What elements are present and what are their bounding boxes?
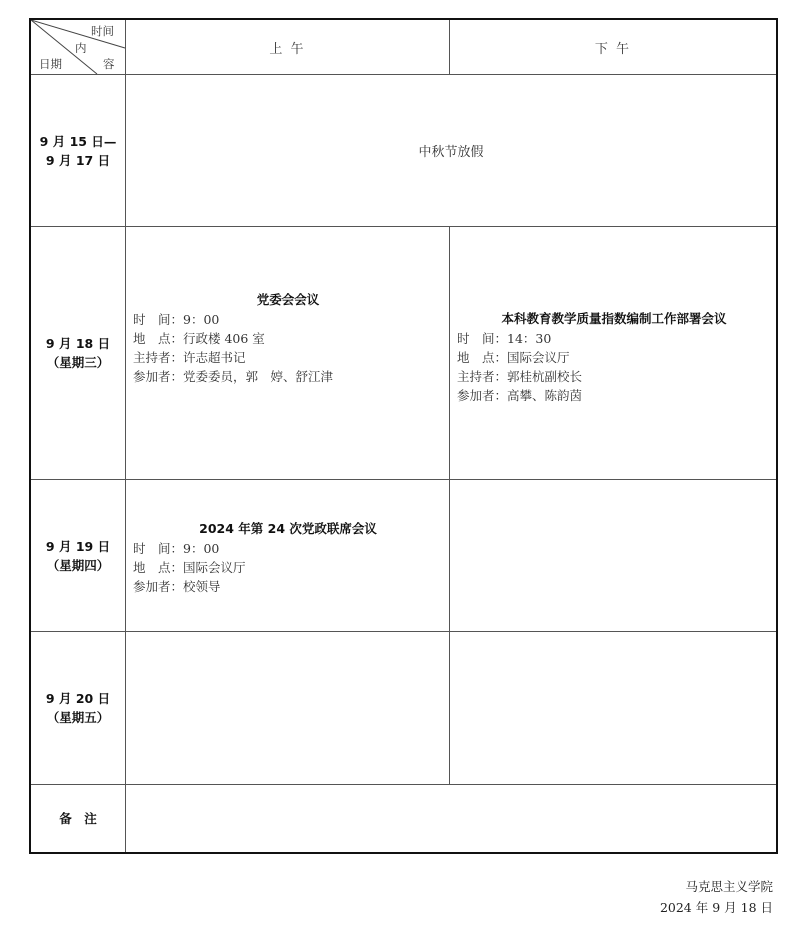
meeting-block (133, 519, 443, 596)
meeting-title: 党委会会议 (256, 292, 320, 307)
meeting-location: 地 点：行政楼 406 室 (133, 331, 265, 346)
footer-date: 2024 年 9 月 18 日 (659, 900, 773, 915)
diagonal-content-label-2: 容 (103, 57, 115, 71)
row-divider (31, 631, 776, 632)
row-divider (31, 226, 776, 227)
meeting-location: 地 点：国际会议厅 (133, 560, 246, 575)
meeting-attendees: 参加者：高攀、陈韵茵 (457, 388, 583, 403)
date-line: 9 月 20 日 (45, 691, 111, 706)
header-morning: 上 午 (269, 41, 306, 57)
date-line: （星期五） (46, 710, 110, 725)
footer-organization: 马克思主义学院 (685, 879, 773, 894)
date-line: 9 月 19 日 (45, 538, 111, 554)
diagonal-date-label: 日期 (39, 57, 62, 71)
meeting-time: 时 间：9：00 (133, 312, 220, 327)
remarks-label: 备 注 (59, 810, 97, 826)
diagonal-time-label: 时间 (91, 24, 114, 38)
column-divider (449, 226, 450, 784)
schedule-table (29, 18, 778, 854)
header-afternoon: 下 午 (594, 41, 632, 57)
meeting-time: 时 间：14：30 (457, 331, 552, 346)
date-cell (31, 227, 125, 479)
meeting-attendees: 参加者：党委委员，郭 婷、舒江津 (133, 369, 334, 384)
diagonal-content-label-1: 内 (75, 41, 87, 55)
date-line: （星期四） (46, 557, 110, 573)
meeting-title: 2024 年第 24 次党政联席会议 (199, 521, 377, 536)
meeting-title: 本科教育教学质量指数编制工作部署会议 (501, 311, 727, 326)
date-cell (31, 632, 125, 784)
meeting-attendees: 参加者：校领导 (133, 579, 221, 594)
meeting-location: 地 点：国际会议厅 (457, 350, 570, 365)
date-line: （星期三） (46, 355, 110, 370)
meeting-block (457, 309, 771, 405)
date-line: 9 月 18 日 (45, 336, 111, 351)
date-cell (31, 75, 125, 226)
row-divider (31, 479, 776, 480)
meeting-host: 主持者：郭桂杭副校长 (457, 369, 583, 384)
meeting-time: 时 间：9：00 (133, 541, 220, 556)
date-line: 9 月 17 日 (45, 152, 111, 168)
date-cell (31, 480, 125, 631)
meeting-block (133, 290, 443, 386)
date-line: 9 月 15 日— (39, 133, 117, 149)
row-divider (31, 784, 776, 785)
meeting-host: 主持者：许志超书记 (133, 350, 246, 365)
holiday-cell: 中秋节放假 (418, 145, 484, 160)
